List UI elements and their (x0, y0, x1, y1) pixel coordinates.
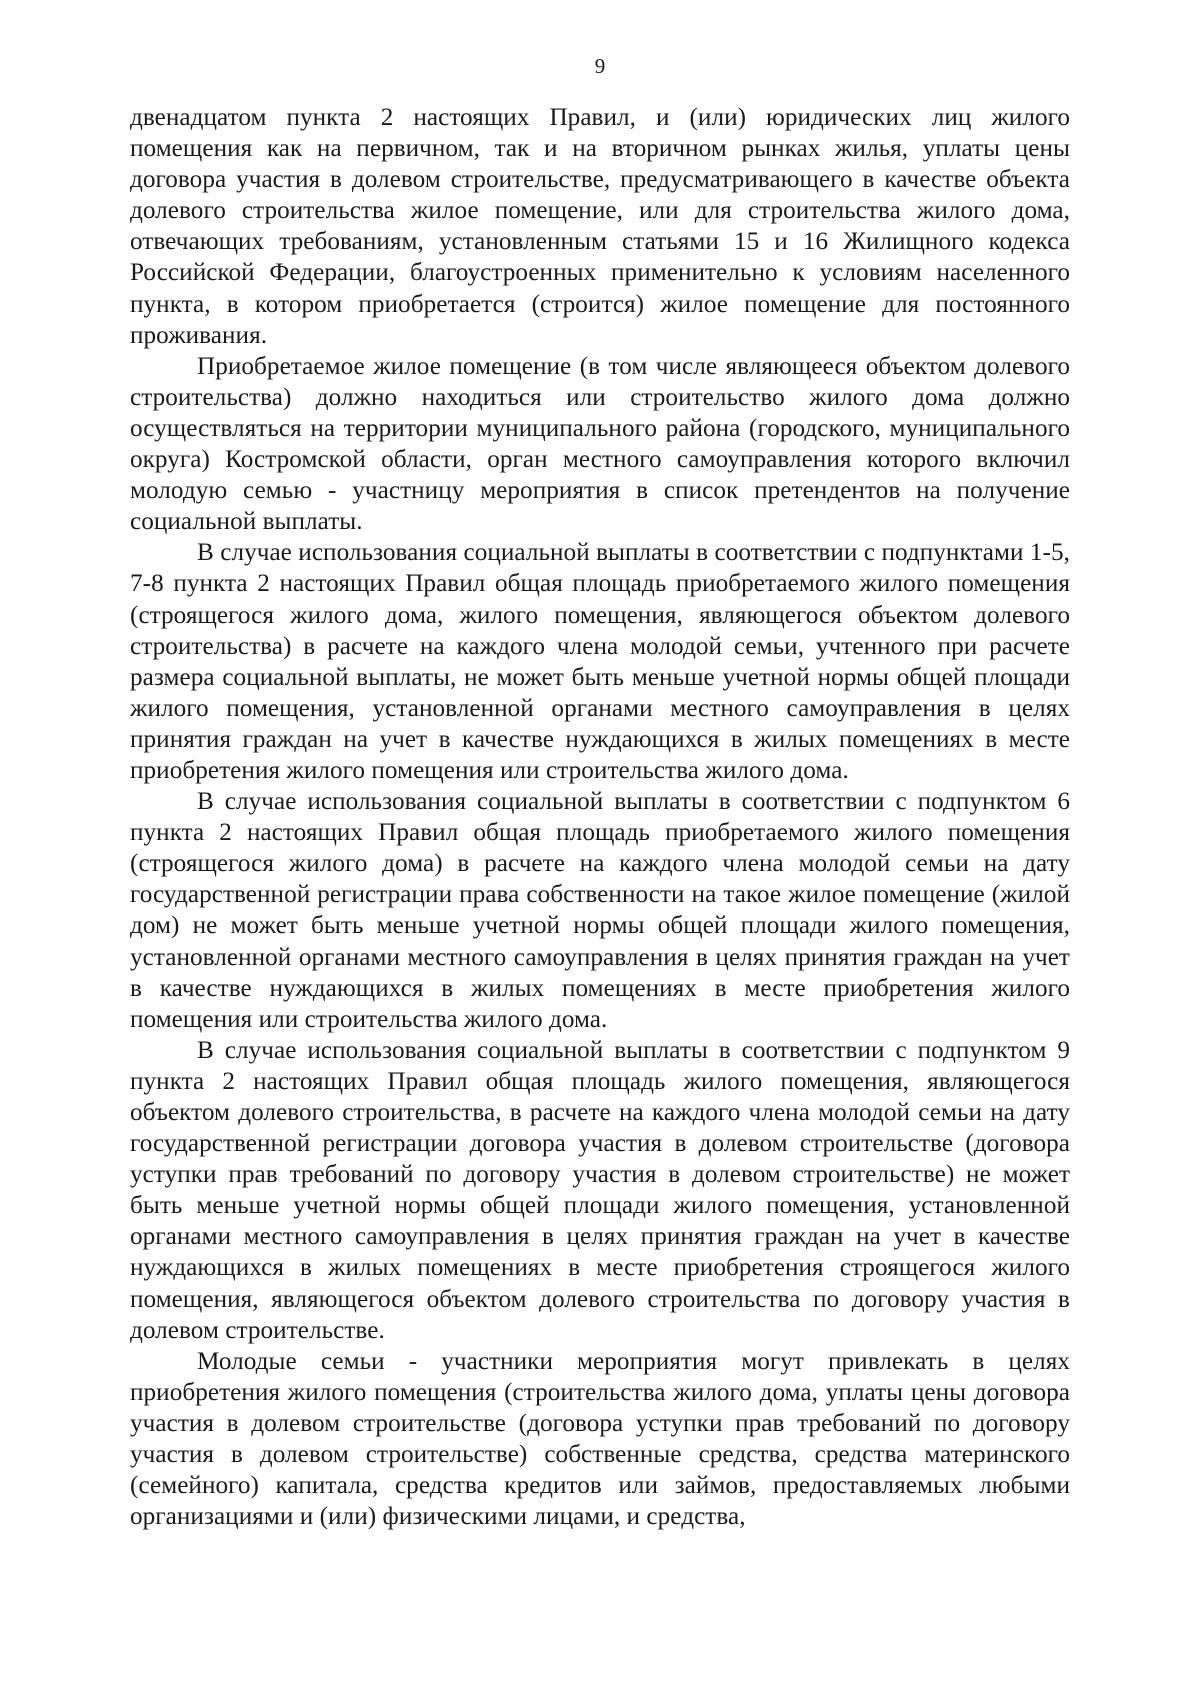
page-number: 9 (594, 54, 606, 78)
paragraph-2: Приобретаемое жилое помещение (в том числе являющееся объектом долевого строительства) должно находиться или строительство жилого дома должно осуществляться на территории муниципального района (городского, муниципального округа) Костромской области, орган местного самоуправления которого включил молодую семью - участницу мероприятия в список претендентов на получение социальной выплаты. (130, 352, 1070, 536)
paragraph-3: В случае использования социальной выплаты в соответствии с подпунктами 1-5, 7-8 пункта 2 настоящих Правил общая площадь приобретаемого жилого помещения (строящегося жилого дома, жилого помещения, являющегося объектом долевого строительства) в расчете на каждого члена молодой семьи, учтенного при расчете размера социальной выплаты, не может быть меньше учетной нормы общей площади жилого помещения, установленной органами местного самоуправления в целях принятия граждан на учет в качестве нуждающихся в жилых помещениях в месте приобретения жилого помещения или строительства жилого дома. (130, 539, 1070, 784)
paragraph-4: В случае использования социальной выплаты в соответствии с подпунктом 6 пункта 2 настоящих Правил общая площадь приобретаемого жилого помещения (строящегося жилого дома) в расчете на каждого члена молодой семьи на дату государственной регистрации права собственности на такое жилое помещение (жилой дом) не может быть меньше учетной нормы общей площади жилого помещения, установленной органами местного самоуправления в целях принятия граждан на учет в качестве нуждающихся в жилых помещениях в месте приобретения жилого помещения или строительства жилого дома. (130, 788, 1070, 1033)
document-body (130, 102, 1070, 1532)
paragraph-6: Молодые семьи - участники мероприятия могут привлекать в целях приобретения жилого помещения (строительства жилого дома, уплаты цены договора участия в долевом строительстве (договора уступки прав требований по договору участия в долевом строительстве) собственные средства, средства материнского (семейного) капитала, средства кредитов или займов, предоставляемых любыми организациями и (или) физическими лицами, и средства, (130, 1347, 1070, 1531)
paragraph-1: двенадцатом пункта 2 настоящих Правил, и (или) юридических лиц жилого помещения как на первичном, так и на вторичном рынках жилья, уплаты цены договора участия в долевом строительстве, предусматривающего в качестве объекта долевого строительства жилое помещение, или для строительства жилого дома, отвечающих требованиям, установленным статьями 15 и 16 Жилищного кодекса Российской Федерации, благоустроенных применительно к условиям населенного пункта, в котором приобретается (строится) жилое помещение для постоянного проживания. (130, 104, 1070, 349)
paragraph-5: В случае использования социальной выплаты в соответствии с подпунктом 9 пункта 2 настоящих Правил общая площадь жилого помещения, являющегося объектом долевого строительства, в расчете на каждого члена молодой семьи на дату государственной регистрации договора участия в долевом строительстве (договора уступки прав требований по договору участия в долевом строительстве) не может быть меньше учетной нормы общей площади жилого помещения, установленной органами местного самоуправления в целях принятия граждан на учет в качестве нуждающихся в жилых помещениях в месте приобретения строящегося жилого помещения, являющегося объектом долевого строительства по договору участия в долевом строительстве. (130, 1036, 1070, 1344)
